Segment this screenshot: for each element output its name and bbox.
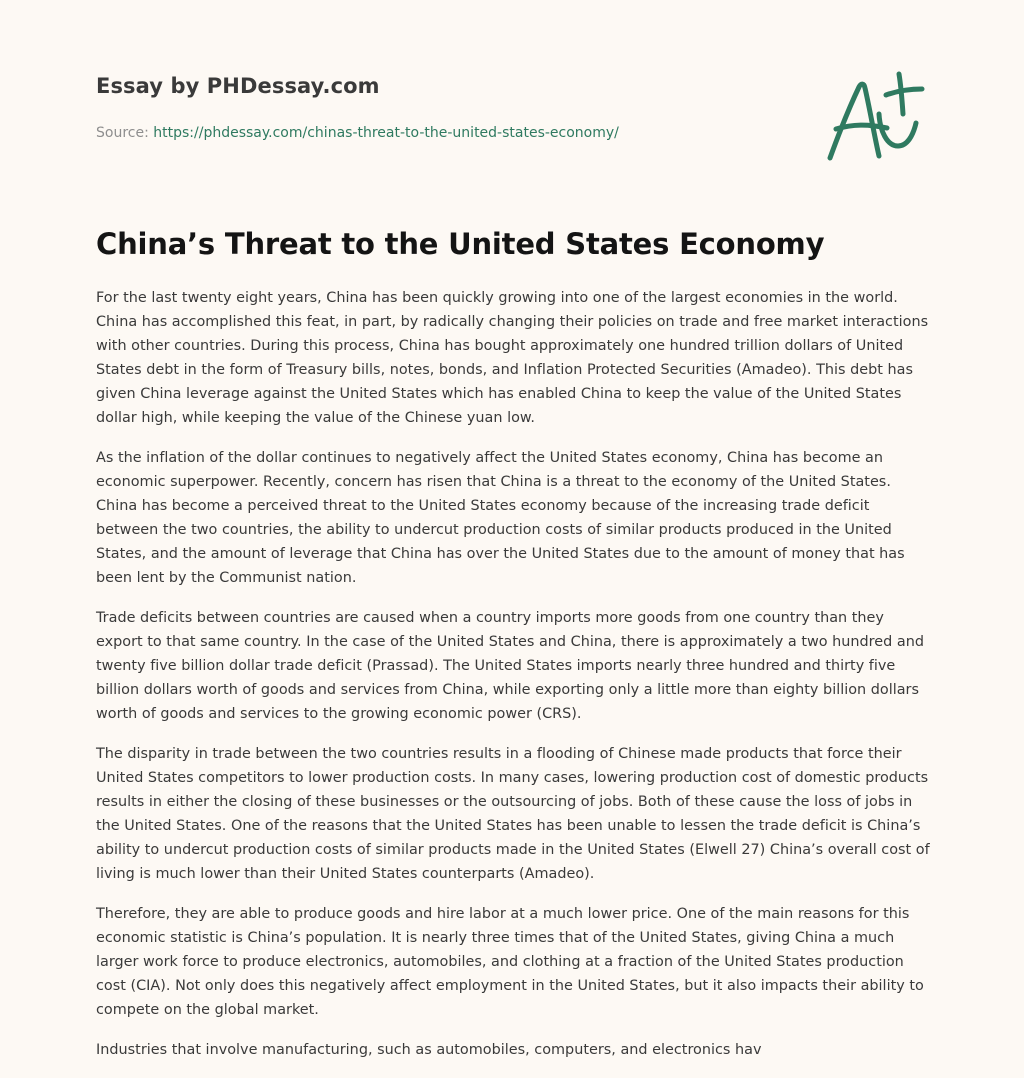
- a-plus-logo-icon: [818, 66, 930, 166]
- source-line: [96, 123, 619, 143]
- essay-paragraph-1: For the last twenty eight years, China has been quickly growing into one of the largest economies in the world. China has accomplished this feat, in part, by radically changing their policies on trade and free market interactions with other countries. During this process, China has bought approximately one hundred trillion dollars of United States debt in the form of Treasury bills, notes, bonds, and Inflation Protected Securities (Amadeo). This debt has given China leverage against the United States which has enabled China to keep the value of the United States dollar high, while keeping the value of the Chinese yuan low.: [96, 290, 929, 426]
- essay-title: China’s Threat to the United States Economy: [96, 227, 825, 261]
- essay-paragraph-6: Industries that involve manufacturing, such as automobiles, computers, and electronics hav: [96, 1042, 762, 1058]
- essay-paragraph-5: Therefore, they are able to produce goods and hire labor at a much lower price. One of the main reasons for this economic statistic is China’s population. It is nearly three times that of the United States, giving China a much larger work force to produce electronics, automobiles, and clothing at a fraction of the United States production cost (CIA). Not only does this negatively affect employment in the United States, but it also impacts their ability to compete on the global market.: [96, 906, 924, 1018]
- essay-body: [96, 286, 932, 1078]
- essay-paragraph-2: As the inflation of the dollar continues to negatively affect the United States economy, China has become an economic superpower. Recently, concern has risen that China is a threat to the economy of the United States. China has become a perceived threat to the United States economy because of the increasing trade deficit between the two countries, the ability to undercut production costs of similar products produced in the United States, and the amount of leverage that China has over the United States due to the amount of money that has been lent by the Communist nation.: [96, 450, 905, 586]
- site-brand-title: Essay by PHDessay.com: [96, 74, 380, 98]
- essay-paragraph-4: The disparity in trade between the two countries results in a flooding of Chinese made products that force their United States competitors to lower production costs. In many cases, lowering production cost of domestic products results in either the closing of these businesses or the outsourcing of jobs. Both of these cause the loss of jobs in the United States. One of the reasons that the United States has been unable to lessen the trade deficit is China’s ability to undercut production costs of similar products made in the United States (Elwell 27) China’s overall cost of living is much lower than their United States counterparts (Amadeo).: [96, 746, 930, 882]
- source-label: Source:: [96, 125, 149, 141]
- source-link[interactable]: https://phdessay.com/chinas-threat-to-the-united-states-economy/: [153, 125, 619, 141]
- essay-paragraph-3: Trade deficits between countries are caused when a country imports more goods from one country than they export to that same country. In the case of the United States and China, there is approximately a two hundred and twenty five billion dollar trade deficit (Prassad). The United States imports nearly three hundred and thirty five billion dollars worth of goods and services from China, while exporting only a little more than eighty billion dollars worth of goods and services to the growing economic power (CRS).: [96, 610, 924, 722]
